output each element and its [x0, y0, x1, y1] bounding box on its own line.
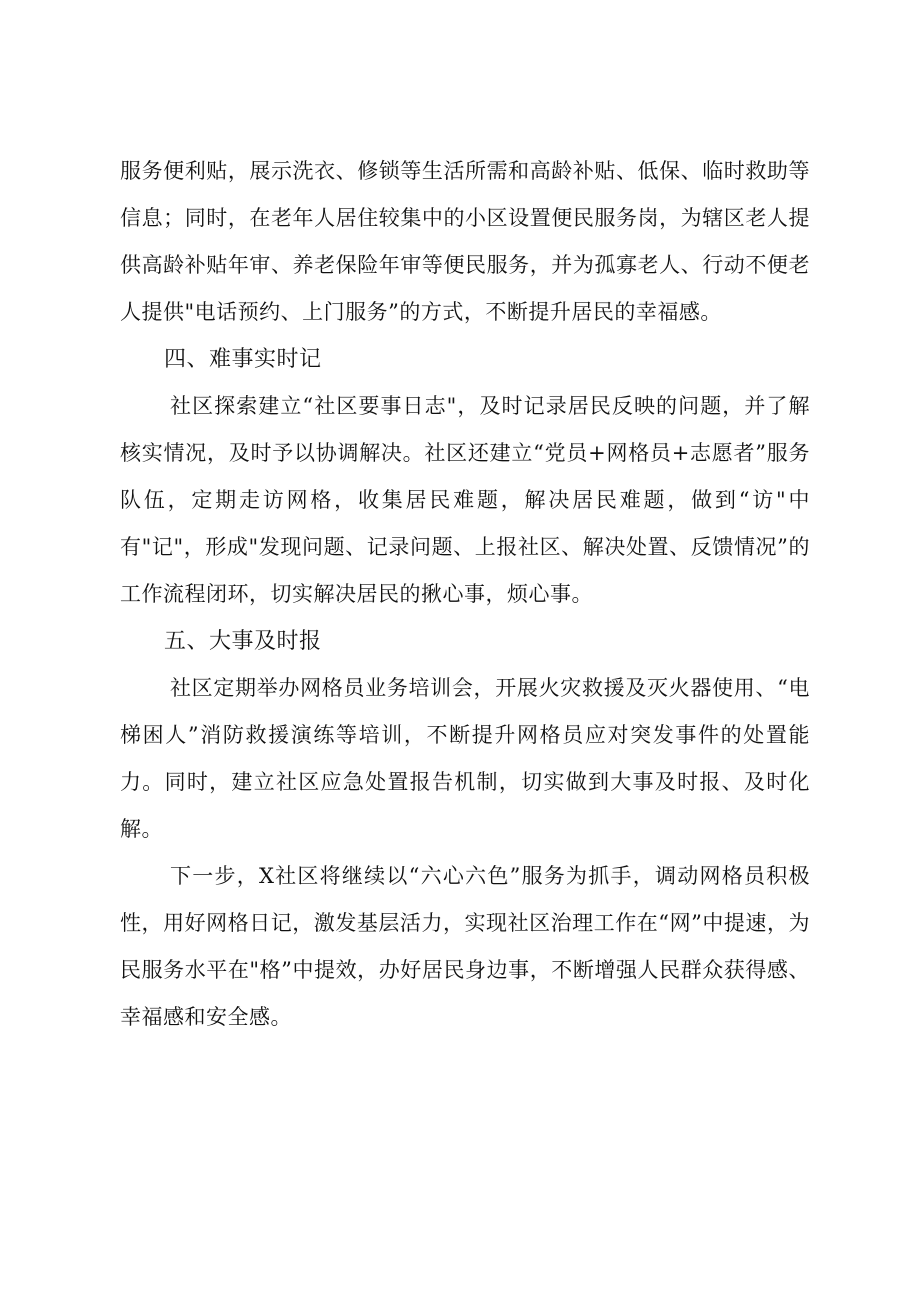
continued-paragraph: 服务便利贴，展示洗衣、修锁等生活所需和高龄补贴、低保、临时救助等信息；同时，在老年人居住较集中的小区设置便民服务岗，为辖区老人提供高龄补贴年审、养老保险年审等便民服务，并为孤寡老人、行动不便老人提供"电话预约、上门服务”的方式，不断提升居民的幸福感。: [120, 159, 810, 324]
conclusion-paragraph: 下一步，X社区将继续以“六心六色”服务为抓手，调动网格员积极性，用好网格日记，激发基层活力，实现社区治理工作在“网”中提速，为民服务水平在"格”中提效，办好居民身边事，不断增强人民群众获得感、幸福感和安全感。: [120, 864, 810, 1029]
section-5-paragraph: 社区定期举办网格员业务培训会，开展火灾救援及灭火器使用、“电梯困人”消防救援演练等培训，不断提升网格员应对突发事件的处置能力。同时，建立社区应急处置报告机制，切实做到大事及时报、及时化解。: [120, 676, 810, 841]
section-4-heading: 四、难事实时记: [164, 347, 322, 372]
document-body: [120, 148, 810, 1041]
section-5-heading: 五、大事及时报: [164, 629, 322, 654]
section-4-paragraph: 社区探索建立“社区要事日志"，及时记录居民反映的问题，并了解核实情况，及时予以协调解决。社区还建立“党员+网格员+志愿者”服务队伍，定期走访网格，收集居民难题，解决居民难题，做到“访"中有"记"，形成"发现问题、记录问题、上报社区、解决处置、反馈情况”的工作流程闭环，切实解决居民的揪心事，烦心事。: [120, 394, 810, 606]
